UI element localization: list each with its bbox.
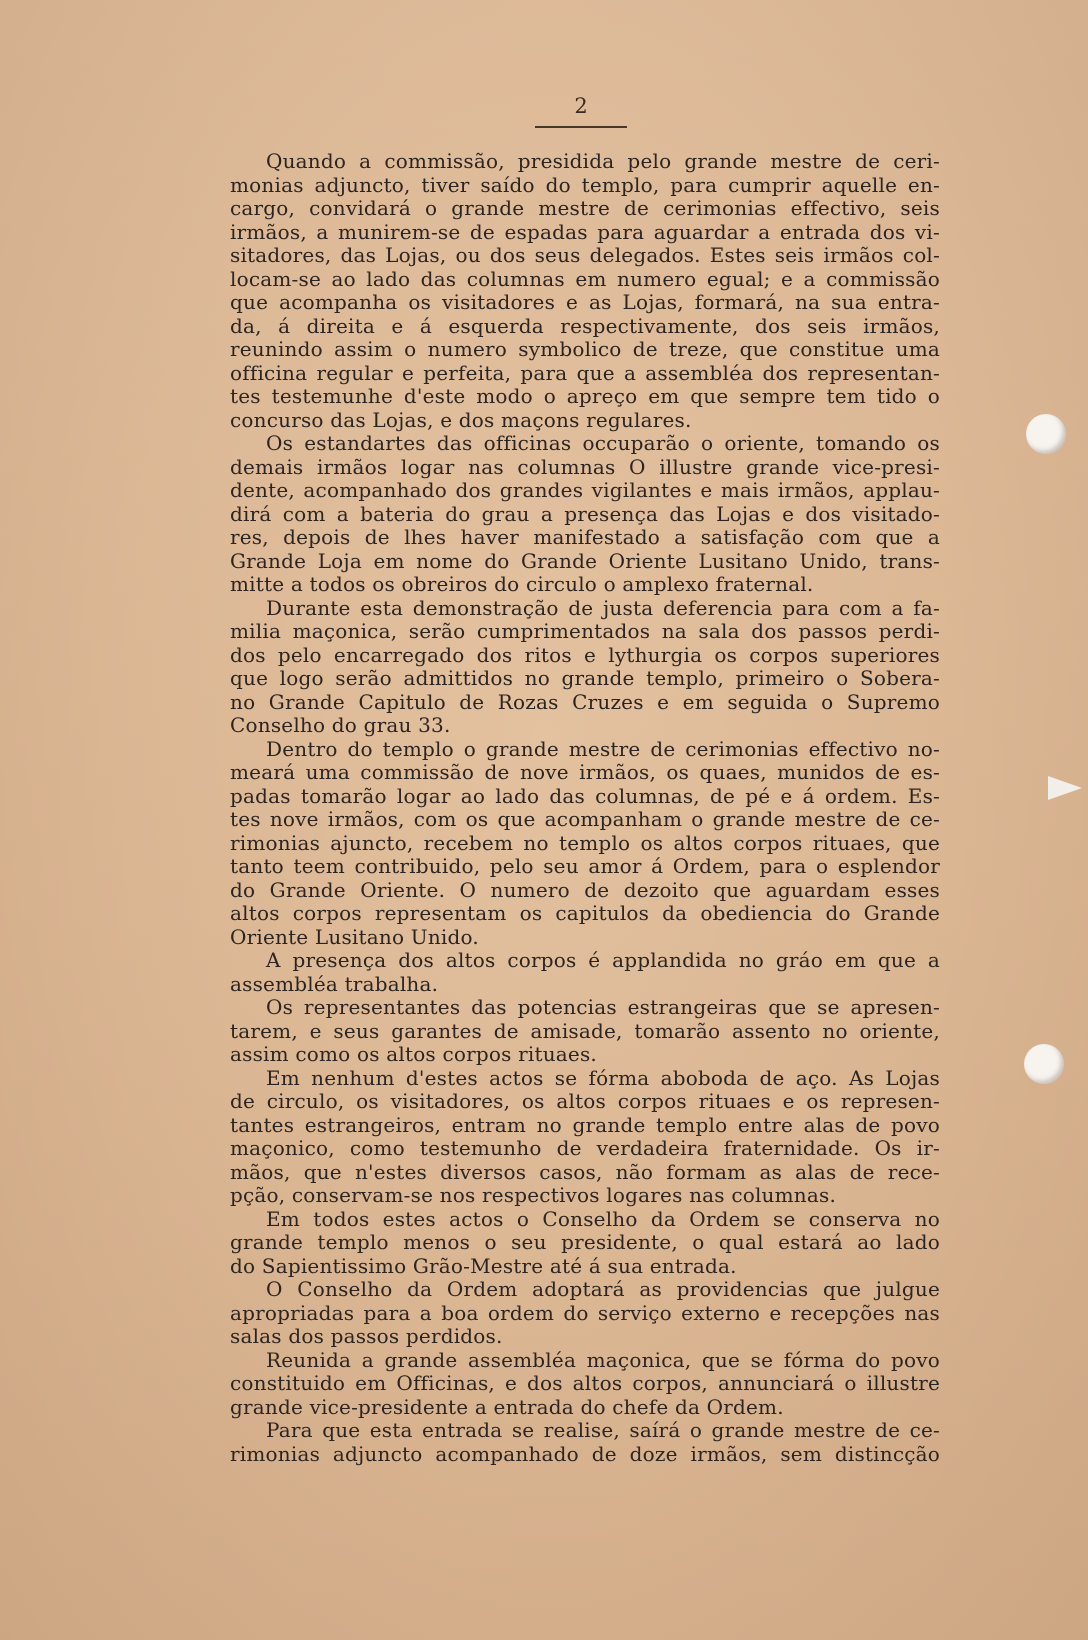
text-line: grande templo menos o seu presidente, o qual estará ao lado [230,1230,940,1254]
text-line: assim como os altos corpos rituaes. [230,1042,597,1066]
text-line: res, depois de lhes haver manifestado a satisfação com que a [230,525,940,549]
text-line: Reunida a grande assembléa maçonica, que se fórma do povo [266,1347,940,1372]
text-line: Dentro do templo o grande mestre de cerimonias effectivo no- [266,736,940,761]
text-line: dirá com a bateria do grau a presença das Lojas e dos visitado- [230,501,940,526]
text-line: no Grande Capitulo de Rozas Cruzes e em seguida o Supremo [230,689,940,714]
body-text [230,150,940,1466]
text-line: milia maçonica, serão cumprimentados na sala dos passos perdi- [230,619,940,643]
text-line: Para que esta entrada se realise, saírá o grande mestre de ce- [266,1418,940,1442]
text-line: que logo serão admittidos no grande templo, primeiro o Sobera- [230,666,940,690]
text-line: mãos, que n'estes diversos casos, não formam as alas de rece- [230,1159,940,1184]
text-line: Conselho do grau 33. [230,713,451,737]
text-line: reunindo assim o numero symbolico de treze, que constitue uma [230,337,940,361]
text-line: mitte a todos os obreiros do circulo o amplexo fraternal. [230,572,814,596]
text-line: Oriente Lusitano Unido. [230,924,479,949]
text-line: meará uma commissão de nove irmãos, os quaes, munidos de es- [230,760,940,784]
text-line: de circulo, os visitadores, os altos corpos rituaes e os represen- [230,1089,940,1113]
text-line: do Grande Oriente. O numero de dezoito que aguardam esses [230,877,940,902]
text-line: padas tomarão logar ao lado das columnas, de pé e á ordem. Es- [230,783,940,808]
text-line: da, á direita e á esquerda respectivamente, dos seis irmãos, [230,313,940,338]
text-line: dos pelo encarregado dos ritos e lythurgia os corpos superiores [230,642,940,667]
text-line: concurso das Lojas, e dos maçons regulares. [230,407,692,432]
text-line: altos corpos representam os capitulos da obediencia do Grande [230,901,940,925]
text-line: Grande Loja em nome do Grande Oriente Lusitano Unido, trans- [230,548,940,573]
binding-tab-mark [1048,776,1082,800]
text-line: sitadores, das Lojas, ou dos seus delegados. Estes seis irmãos col- [230,243,940,267]
text-line: Durante esta demonstração de justa deferencia para com a fa- [266,595,940,620]
text-line: Os representantes das potencias estrangeiras que se apresen- [266,995,940,1019]
punch-hole [1024,1044,1064,1084]
text-line: pção, conservam-se nos respectivos logares nas columnas. [230,1183,837,1207]
text-line: dente, acompanhado dos grandes vigilantes e mais irmãos, applau- [230,478,940,502]
text-line: O Conselho da Ordem adoptará as providencias que julgue [266,1277,940,1301]
text-line: tantes estrangeiros, entram no grande templo entre alas de povo [230,1112,940,1137]
text-line: tes nove irmãos, com os que acompanham o grande mestre de ce- [230,807,940,831]
text-line: maçonico, como testemunho de verdadeira fraternidade. Os ir- [230,1136,940,1160]
punch-hole [1026,414,1066,454]
text-line: que acompanha os visitadores e as Lojas, formará, na sua entra- [230,290,940,314]
text-line: locam-se ao lado das columnas em numero egual; e a commissão [230,266,940,291]
text-line: apropriadas para a boa ordem do serviço externo e recepções nas [230,1300,940,1325]
text-line: tanto teem contribuido, pelo seu amor á Ordem, para o esplendor [230,854,940,878]
text-line: Em todos estes actos o Conselho da Ordem se conserva no [266,1206,940,1231]
text-line: tes testemunhe d'este modo o apreço em que sempre tem tido o [230,384,940,408]
text-line: Quando a commissão, presidida pelo grande mestre de ceri- [266,149,940,173]
text-line: monias adjuncto, tiver saído do templo, para cumprir aquelle en- [230,172,940,197]
text-line: irmãos, a munirem-se de espadas para aguardar a entrada dos vi- [230,219,940,244]
text-line: Os estandartes das officinas occuparão o oriente, tomando os [266,431,940,455]
text-line: do Sapientissimo Grão-Mestre até á sua entrada. [230,1253,737,1278]
page-number: 2 [574,94,588,118]
text-line: Em nenhum d'estes actos se fórma aboboda de aço. As Lojas [266,1065,940,1090]
text-line: rimonias adjuncto acompanhado de doze irmãos, sem distincção [230,1441,940,1466]
text-line: A presença dos altos corpos é applandida no gráo em que a [266,948,940,972]
text-line: assembléa trabalha. [230,971,439,996]
text-line: demais irmãos logar nas columnas O illustre grande vice-presi- [230,454,940,479]
text-line: tarem, e seus garantes de amisade, tomarão assento no oriente, [230,1018,940,1043]
text-line: rimonias ajuncto, recebem no templo os altos corpos rituaes, que [230,830,940,855]
text-line: officina regular e perfeita, para que a assembléa dos representan- [230,360,940,385]
text-line: grande vice-presidente a entrada do chefe da Ordem. [230,1394,784,1419]
text-line: salas dos passos perdidos. [230,1324,503,1348]
text-line: constituido em Officinas, e dos altos corpos, annunciará o illustre [230,1371,940,1395]
text-line: cargo, convidará o grande mestre de cerimonias effectivo, seis [230,196,940,220]
page-number-rule [535,126,627,128]
